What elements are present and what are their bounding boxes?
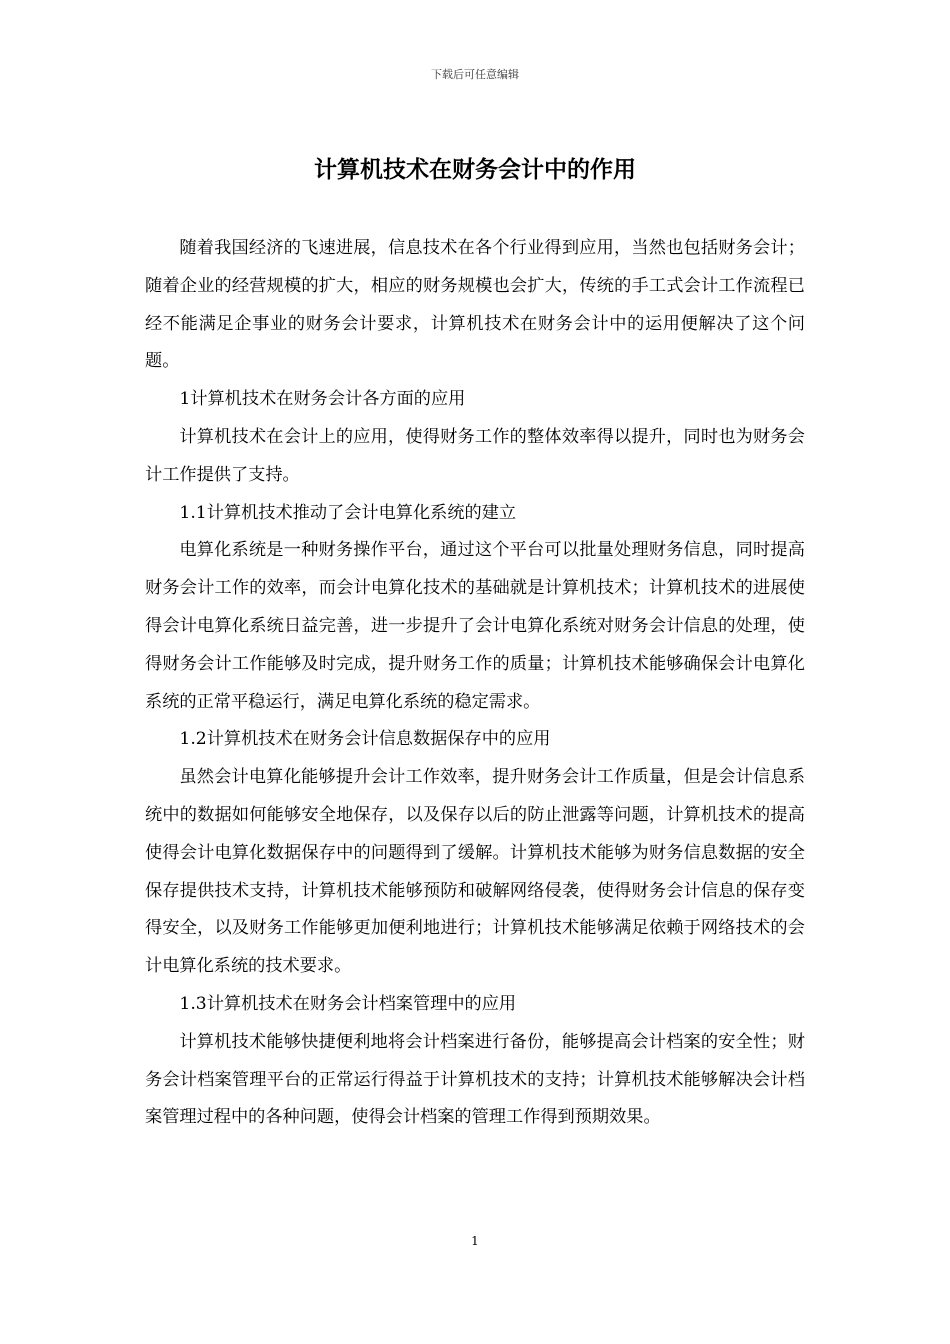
page-number: 1 [471, 1234, 479, 1248]
section-heading-1: 1计算机技术在财务会计各方面的应用 [179, 389, 466, 410]
document-body [145, 230, 805, 1137]
paragraph-section-1-3: 计算机技术能够快捷便利地将会计档案进行备份，能够提高会计档案的安全性；财务会计档案管理平台的正常运行得益于计算机技术的支持；计算机技术能够解决会计档案管理过程中的各种问题，使得会计档案的管理工作得到预期效果。 [145, 1031, 805, 1128]
paragraph-section-1: 计算机技术在会计上的应用，使得财务工作的整体效率得以提升，同时也为财务会计工作提供了支持。 [145, 426, 805, 485]
section-heading-1-1: 1.1计算机技术推动了会计电算化系统的建立 [179, 502, 517, 523]
section-heading-1-3: 1.3计算机技术在财务会计档案管理中的应用 [179, 993, 517, 1014]
section-heading-1-2: 1.2计算机技术在财务会计信息数据保存中的应用 [179, 729, 551, 750]
paragraph-section-1-1: 电算化系统是一种财务操作平台，通过这个平台可以批量处理财务信息，同时提高财务会计工作的效率，而会计电算化技术的基础就是计算机技术；计算机技术的进展使得会计电算化系统日益完善，进一步提升了会计电算化系统对财务会计信息的处理，使得财务会计工作能够及时完成，提升财务工作的质量；计算机技术能够确保会计电算化系统的正常平稳运行，满足电算化系统的稳定需求。 [145, 540, 805, 712]
header-note: 下载后可任意编辑 [431, 68, 519, 81]
document-title: 计算机技术在财务会计中的作用 [314, 157, 636, 183]
paragraph-intro: 随着我国经济的飞速进展，信息技术在各个行业得到应用，当然也包括财务会计；随着企业的经营规模的扩大，相应的财务规模也会扩大，传统的手工式会计工作流程已经不能满足企事业的财务会计要求，计算机技术在财务会计中的运用便解决了这个问题。 [145, 238, 805, 372]
paragraph-section-1-2: 虽然会计电算化能够提升会计工作效率，提升财务会计工作质量，但是会计信息系统中的数据如何能够安全地保存，以及保存以后的防止泄露等问题，计算机技术的提高使得会计电算化数据保存中的问题得到了缓解。计算机技术能够为财务信息数据的安全保存提供技术支持，计算机技术能够预防和破解网络侵袭，使得财务会计信息的保存变得安全，以及财务工作能够更加便利地进行；计算机技术能够满足依赖于网络技术的会计电算化系统的技术要求。 [145, 767, 805, 977]
